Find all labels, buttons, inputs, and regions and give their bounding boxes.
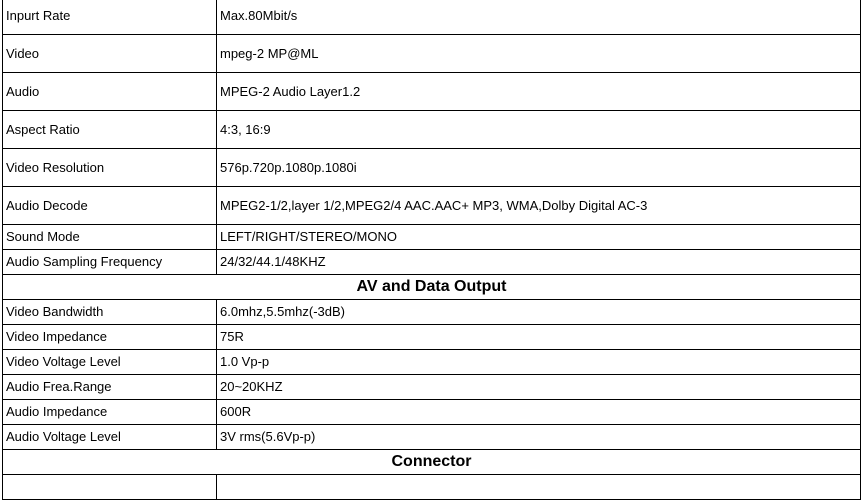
spec-value: 20~20KHZ [217,375,861,400]
spec-value: 75R [217,325,861,350]
section-title-connector: Connector [3,450,861,475]
spec-value: 576p.720p.1080p.1080i [217,149,861,187]
spec-label: Audio Impedance [3,400,217,425]
section-header-row [3,275,861,300]
spec-value: 600R [217,400,861,425]
spec-value: 4:3, 16:9 [217,111,861,149]
table-row [3,111,861,149]
spec-value: 6.0mhz,5.5mhz(-3dB) [217,300,861,325]
table-row [3,73,861,111]
spec-value: MPEG-2 Audio Layer1.2 [217,73,861,111]
spec-value: 24/32/44.1/48KHZ [217,250,861,275]
table-row [3,250,861,275]
spec-label: Inpurt Rate [3,0,217,35]
table-row [3,149,861,187]
spec-label: Video Resolution [3,149,217,187]
table-row [3,475,861,500]
spec-label: Video Impedance [3,325,217,350]
table-row [3,0,861,35]
spec-value: mpeg-2 MP@ML [217,35,861,73]
spec-value: MPEG2-1/2,layer 1/2,MPEG2/4 AAC.AAC+ MP3, WMA,Dolby Digital AC-3 [217,187,861,225]
table-row [3,300,861,325]
spec-label: Audio Sampling Frequency [3,250,217,275]
spec-value: Max.80Mbit/s [217,0,861,35]
spec-label [3,475,217,500]
table-row [3,225,861,250]
spec-label: Audio Voltage Level [3,425,217,450]
table-row [3,425,861,450]
section-title-av-output: AV and Data Output [3,275,861,300]
spec-label: Video [3,35,217,73]
section-header-row [3,450,861,475]
table-row [3,325,861,350]
spec-value: 1.0 Vp-p [217,350,861,375]
spec-label: Aspect Ratio [3,111,217,149]
spec-label: Sound Mode [3,225,217,250]
spec-label: Audio [3,73,217,111]
spec-value: 3V rms(5.6Vp-p) [217,425,861,450]
table-row [3,400,861,425]
spec-label: Video Bandwidth [3,300,217,325]
spec-label: Audio Decode [3,187,217,225]
spec-value [217,475,861,500]
table-row [3,35,861,73]
spec-table [2,0,861,500]
spec-label: Audio Frea.Range [3,375,217,400]
spec-value: LEFT/RIGHT/STEREO/MONO [217,225,861,250]
table-row [3,350,861,375]
spec-label: Video Voltage Level [3,350,217,375]
table-row [3,187,861,225]
table-row [3,375,861,400]
